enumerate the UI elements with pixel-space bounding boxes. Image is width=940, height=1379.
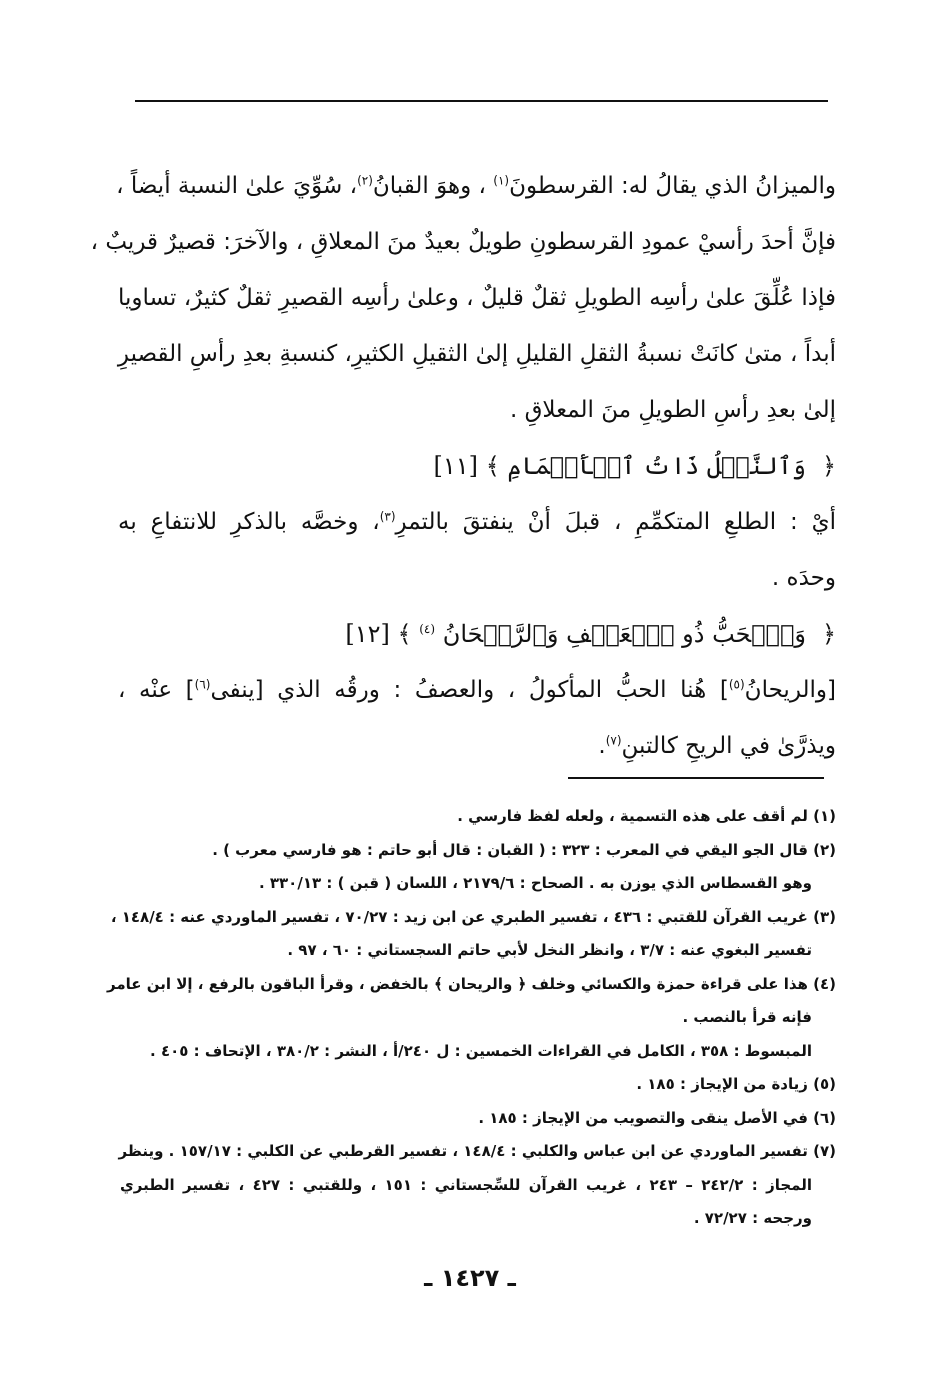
text-line-6 [118,494,836,550]
footnote-ref-2[interactable]: (٢) [357,173,373,188]
main-text [90,158,836,774]
text-line-8 [118,662,836,718]
footnote-7: (٧) تفسير الماوردي عن ابن عباس والكلبي : ١٤٨/٤ ، تفسير القرطبي عن الكلبي : ١٥٧/١٧ . وينظر [118,1142,836,1160]
text-line-9 [118,718,836,774]
text-segment: ، وهوَ القبانُ [372,173,486,199]
verse-bracket-open: ﴿ [821,620,836,648]
text-segment: ، وخصَّه بالذكرِ للانتفاعِ به [118,509,380,535]
verse-bracket-close: ﴾ [397,620,412,648]
text-line-3: فإذا عُلِّقَ علىٰ رأسِه الطويلِ ثقلٌ قليلٌ ، وعلىٰ رأسِه القصيرِ ثقلٌ كثيرٌ، تساويا [118,285,836,311]
text-segment: ] هُنا الحبُّ المأكولُ ، والعصفُ : ورقُه الذي [ينفى [210,677,729,703]
verse-number: [١٢] [345,620,390,648]
footnote-3: (٣) غريب القرآن للقتبي : ٤٣٦ ، تفسير الطبري عن ابن زيد : ٧٠/٢٧ ، تفسير الماوردي عنه : ١٤٨/٤ ، [110,907,836,926]
page-number: ـ ١٤٢٧ ـ [424,1264,516,1292]
text-segment: والميزانُ الذي يقالُ له: القرسطونَ [509,173,836,199]
footnote-ref-4[interactable]: (٤) [419,622,436,636]
footnote-5: (٥) زيادة من الإيجاز : ١٨٥ . [636,1075,836,1093]
quran-verse-11 [118,438,836,494]
text-line-5: إلىٰ بعدِ رأسِ الطويلِ منَ المعلاقِ . [509,397,836,423]
footnote-3-continued: تفسير البغوي عنه : ٣/٧ ، وانظر النخل لأبي حاتم السجستاني : ٦٠ ، ٩٧ . [287,941,812,959]
footnote-ref-6[interactable]: (٦) [194,677,211,692]
footnotes [107,800,836,1236]
footnote-6: (٦) في الأصل ينقى والتصويب من الإيجاز : ١٨٥ . [478,1108,836,1127]
footnote-4-continued: فإنه قرأ بالنصب . [682,1008,812,1026]
text-line-7: وحدَه . [771,565,836,591]
verse-text: وَٱلنَّخۡلُ ذَاتُ ٱلۡأَكۡمَامِ [507,452,806,480]
text-line-2: فإنَّ أحدَ رأسيْ عمودِ القرسطونِ طويلٌ بعيدٌ منَ المعلاقِ ، والآخرَ: قصيرٌ قريبٌ ، [90,229,836,255]
footnote-separator [568,777,824,779]
verse-bracket-close: ﴾ [485,452,500,480]
footnote-ref-7[interactable]: (٧) [605,733,622,748]
footnote-1: (١) لم أقف على هذه التسمية ، ولعله لفظ فارسي . [457,807,836,825]
footnote-4-source: المبسوط : ٣٥٨ ، الكامل في القراءات الخمسين : ل ٢٤٠/أ ، النشر : ٣٨٠/٢ ، الإتحاف : ٤٠٥ . [150,1041,812,1060]
verse-number: [١١] [433,452,479,480]
footnote-ref-5[interactable]: (٥) [728,677,745,692]
footnote-ref-3[interactable]: (٣) [379,509,396,524]
text-segment: . [598,733,606,759]
verse-text: وَٱلۡحَبُّ ذُو ٱلۡعَصۡفِ وَٱلرَّيۡحَانُ [442,620,806,648]
footnote-2-source: وهو القسطاس الذي يوزن به . الصحاح : ٢١٧٩/٦ ، اللسان ( قبن ) : ٣٣٠/١٣ . [258,874,812,892]
footnote-7-continued: المجاز : ٢٤٢/٢ – ٢٤٣ ، غريب القرآن للسِّجستاني : ١٥١ ، وللقتبي : ٤٢٧ ، تفسير الطبري [120,1175,812,1194]
text-line-4: أبداً ، متىٰ كانَتْ نسبةُ الثقلِ القليلِ إلىٰ الثقيلِ الكثيرِ، كنسبةِ بعدِ رأسِ القصيرِ [117,341,836,367]
text-line-1 [118,158,836,214]
text-segment: [والريحانُ [744,677,836,703]
verse-bracket-open: ﴿ [821,452,836,480]
text-segment: ، سُوِّيَ علىٰ النسبة أيضاً ، [116,173,358,199]
text-segment: ] عنْه ، [118,677,195,703]
header-rule [135,100,828,102]
footnote-ref-1[interactable]: (١) [493,173,510,188]
footnote-4: (٤) هذا على قراءة حمزة والكسائي وخلف ﴿ والريحان ﴾ بالخفض ، وقرأ الباقون بالرفع ، إلا ابن عامر [107,974,836,993]
text-segment: أيْ : الطلعِ المتكمِّمِ ، قبلَ أنْ ينفتقَ بالتمرِ [395,509,836,535]
text-segment: ويذرَّىٰ في الريحِ كالتبنِ [621,733,836,759]
footnote-2: (٢) قال الجو اليقي في المعرب : ٣٢٣ : ( القبان : قال أبو حاتم : هو فارسي معرب ) . [212,840,836,859]
footnote-7-end: ورجحه : ٧٢/٢٧ . [693,1209,812,1227]
quran-verse-12 [118,606,836,662]
